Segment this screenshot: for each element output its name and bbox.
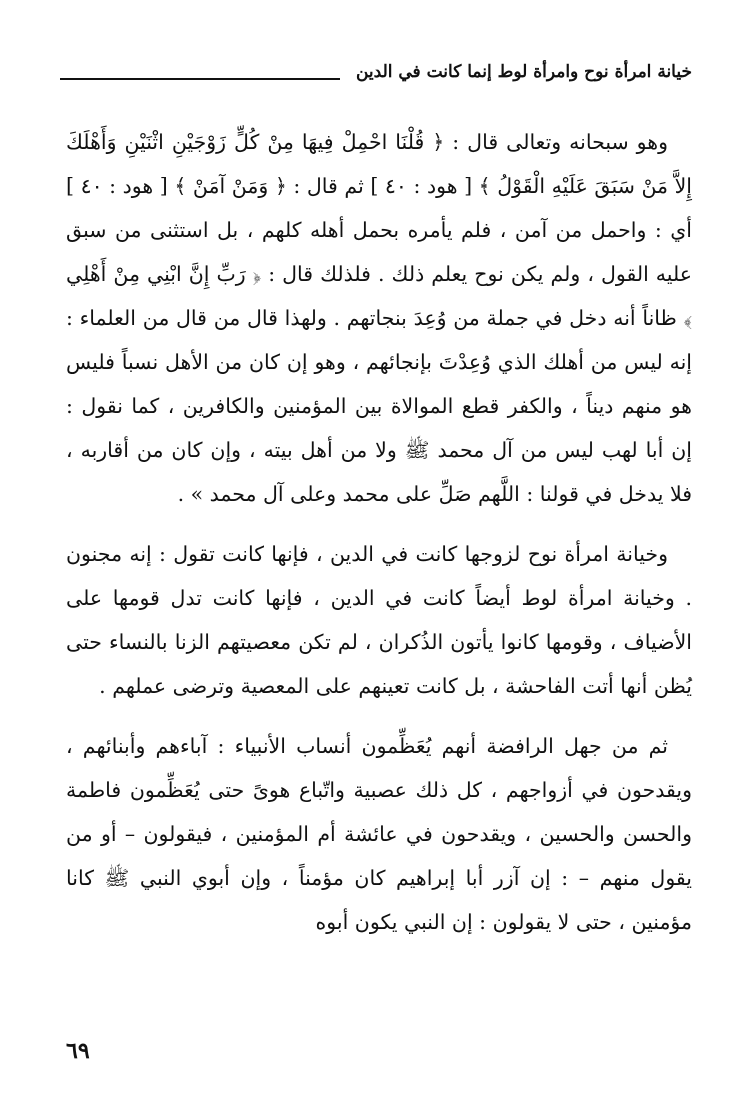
running-title: خيانة امرأة نوح وامرأة لوط إنما كانت في الدين <box>355 62 692 82</box>
page-body <box>66 120 692 1020</box>
paragraph-3: ثم من جهل الرافضة أنهم يُعَظِّمون أنساب الأنبياء : آباءهم وأبنائهم ، ويقدحون في أزواجهم ، كل ذلك عصبية واتّباع هوىً حتى يُعَظِّمون فاطمة والحسن والحسين ، ويقدحون في عائشة أم المؤمنين ، فيقولون – أو من يقول منهم – : إن آزر أبا إبراهيم كان مؤمناً ، وإن أبوي النبي ﷺ كانا مؤمنين ، حتى لا يقولون : إن النبي يكون أبوه <box>66 734 692 934</box>
paragraph-1: وهو سبحانه وتعالى قال : ﴿ قُلْنَا احْمِلْ فِيهَا مِنْ كُلٍّ زَوْجَيْنِ اثْنَيْنِ وَأَهْلَكَ إِلاَّ مَنْ سَبَقَ عَلَيْهِ الْقَوْلُ ﴾ [ هود : ٤٠ ] ثم قال : ﴿ وَمَنْ آمَنْ ﴾ [ هود : ٤٠ ] أي : واحمل من آمن ، فلم يأمره بحمل أهله كلهم ، بل استثنى من سبق عليه القول ، ولم يكن نوح يعلم ذلك . فلذلك قال : ﴿ رَبِّ إِنَّ ابْنِي مِنْ أَهْلِي ﴾ ظاناً أنه دخل في جملة من وُعِدَ بنجاتهم . ولهذا قال من قال من العلماء : إنه ليس من أهلك الذي وُعِدْتَ بإنجائهم ، وهو إن كان من الأهل نسباً فليس هو منهم ديناً ، والكفر قطع الموالاة بين المؤمنين والكافرين ، كما نقول : إن أبا لهب ليس من آل محمد ﷺ ولا من أهل بيته ، وإن كان من أقاربه ، فلا يدخل في قولنا : اللَّهم صَلِّ على محمد وعلى آل محمد » . <box>66 130 692 506</box>
page-header <box>60 58 692 92</box>
page-number: ٦٩ <box>66 1038 90 1064</box>
paragraph-2: وخيانة امرأة نوح لزوجها كانت في الدين ، فإنها كانت تقول : إنه مجنون . وخيانة امرأة لوط أيضاً كانت في الدين ، فإنها كانت تدل قومها على الأضياف ، وقومها كانوا يأتون الذُكران ، لم تكن معصيتهم الزنا بالنساء حتى يُظن أنها أتت الفاحشة ، بل كانت تعينهم على المعصية وترضى عملهم . <box>66 542 692 698</box>
header-rule <box>60 78 340 80</box>
